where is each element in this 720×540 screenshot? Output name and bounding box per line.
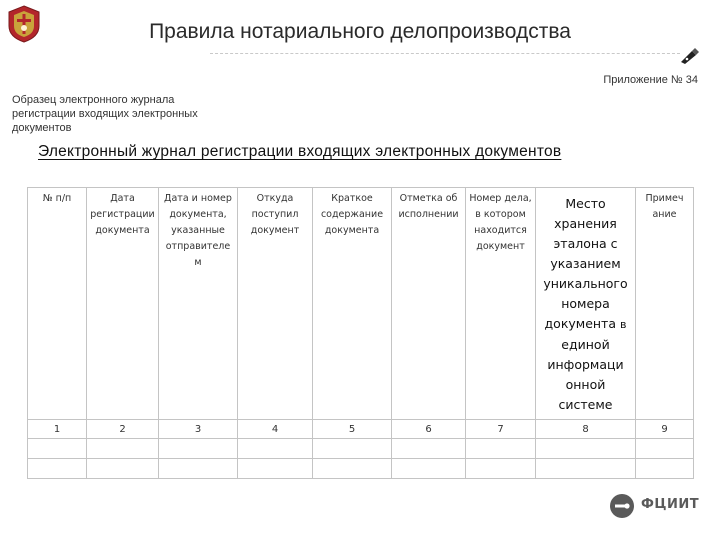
empty-cell bbox=[536, 459, 636, 479]
fciit-logo-icon bbox=[609, 493, 635, 519]
empty-cell bbox=[392, 439, 466, 459]
column-number: 5 bbox=[313, 420, 392, 439]
empty-cell bbox=[466, 459, 536, 479]
empty-cell bbox=[636, 439, 694, 459]
col-header-document-date-number: Дата и номер документа, указанные отправителе м bbox=[159, 188, 238, 420]
column-number: 7 bbox=[466, 420, 536, 439]
empty-cell bbox=[313, 459, 392, 479]
empty-cell bbox=[238, 439, 313, 459]
sample-caption: Образец электронного журнала регистрации входящих электронных документов bbox=[12, 94, 198, 134]
column-number: 2 bbox=[87, 420, 159, 439]
journal-title: Электронный журнал регистрации входящих электронных документов bbox=[38, 143, 562, 160]
journal-table bbox=[27, 187, 694, 479]
empty-cell bbox=[28, 439, 87, 459]
empty-cell bbox=[238, 459, 313, 479]
title-divider bbox=[210, 53, 680, 54]
column-number: 9 bbox=[636, 420, 694, 439]
page-title: Правила нотариального делопроизводства bbox=[149, 20, 571, 43]
empty-cell bbox=[313, 439, 392, 459]
empty-cell bbox=[392, 459, 466, 479]
fciit-logo-text: ФЦИИТ bbox=[641, 497, 700, 512]
appendix-label: Приложение № 34 bbox=[603, 74, 698, 86]
header-row bbox=[28, 188, 694, 420]
empty-row bbox=[28, 439, 694, 459]
col-header-storage-location: Место хранения эталона с указанием уникального номера документа в единой информаци онной системе bbox=[536, 188, 636, 420]
col-header-execution-mark: Отметка об исполнении bbox=[392, 188, 466, 420]
fciit-logo bbox=[609, 491, 709, 519]
empty-cell bbox=[159, 459, 238, 479]
empty-cell bbox=[87, 439, 159, 459]
empty-cell bbox=[466, 439, 536, 459]
empty-cell bbox=[28, 459, 87, 479]
column-number: 3 bbox=[159, 420, 238, 439]
col-header-notes: Примеч ание bbox=[636, 188, 694, 420]
column-number-row bbox=[28, 420, 694, 439]
column-number: 6 bbox=[392, 420, 466, 439]
col-header-registration-date: Дата регистрации документа bbox=[87, 188, 159, 420]
empty-row bbox=[28, 459, 694, 479]
column-number: 4 bbox=[238, 420, 313, 439]
column-number: 8 bbox=[536, 420, 636, 439]
empty-cell bbox=[159, 439, 238, 459]
empty-cell bbox=[87, 459, 159, 479]
pen-nib-icon bbox=[679, 47, 701, 65]
empty-cell bbox=[636, 459, 694, 479]
col-header-number: № п/п bbox=[28, 188, 87, 420]
col-header-summary: Краткое содержание документа bbox=[313, 188, 392, 420]
column-number: 1 bbox=[28, 420, 87, 439]
col-header-case-number: Номер дела, в котором находится документ bbox=[466, 188, 536, 420]
col-header-source: Откуда поступил документ bbox=[238, 188, 313, 420]
empty-cell bbox=[536, 439, 636, 459]
